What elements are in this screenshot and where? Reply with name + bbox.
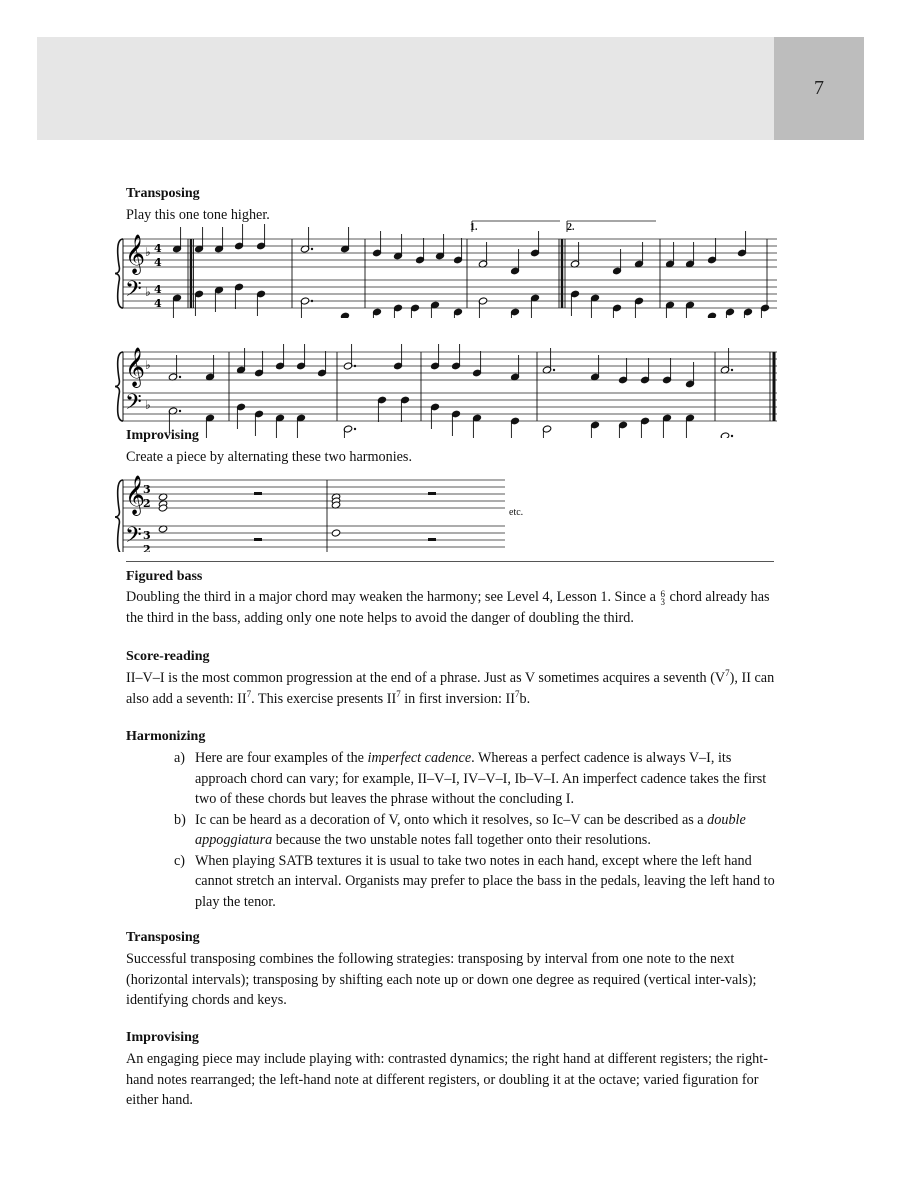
harmonizing-item-b: b) Ic can be heard as a decoration of V, onto which it resolves, so Ic–V can be described as a double appoggiatura because the two unstable notes fall together onto their resolutions. (174, 811, 746, 848)
svg-text:𝄞: 𝄞 (125, 347, 146, 387)
improvising-instruction: Create a piece by alternating these two harmonies. (126, 449, 413, 465)
svg-text:4: 4 (154, 242, 162, 255)
score-reading-heading: Score-reading (126, 649, 210, 664)
transposing-heading: Transposing (126, 186, 200, 201)
svg-text:4: 4 (154, 297, 162, 310)
harmonizing-item-a: a) Here are four examples of the imperfect cadence. Whereas a perfect cadence is always V–I, its approach chord can vary; for example, II–V–I, IV–V–I, Ib–V–I. An imperfect cadence takes the first two of these chords but leaves the phrase without the concluding I. (174, 750, 767, 807)
second-ending-label: 2. (567, 222, 575, 233)
svg-text:♭: ♭ (145, 358, 151, 372)
transposing-notes-heading: Transposing (126, 930, 200, 945)
harmonizing-item-c: c) When playing SATB textures it is usual to take two notes in each hand, except where the left hand cannot stretch an interval. Organists may prefer to place the bass in the pedals, leaving the left hand to play the tenor. (174, 852, 775, 910)
svg-text:2: 2 (143, 543, 151, 552)
first-ending-label: 1. (470, 222, 478, 233)
svg-text:♭: ♭ (145, 245, 151, 259)
improvising-notes-heading: Improvising (126, 1030, 199, 1045)
transposing-instruction: Play this one tone higher. (126, 207, 270, 223)
transposing-notes-text: Successful transposing combines the following strategies: transposing by interval from one note to the next (horizontal intervals); transposing by shifting each note up or down one degree as required (vertical inter-vals); identifying chords and keys. (126, 951, 757, 1008)
svg-text:4: 4 (154, 283, 162, 296)
svg-text:3: 3 (143, 483, 151, 496)
harmonizing-heading: Harmonizing (126, 729, 206, 744)
svg-text:4: 4 (154, 256, 162, 269)
svg-text:𝄞: 𝄞 (125, 234, 146, 274)
transposing-score-system-1 (115, 218, 785, 318)
figured-bass-heading: Figured bass (126, 569, 203, 584)
svg-text:𝄢: 𝄢 (125, 523, 142, 552)
svg-text:♭: ♭ (145, 285, 151, 299)
svg-text:3: 3 (143, 529, 151, 542)
svg-text:𝄢: 𝄢 (125, 277, 142, 307)
figured-bass-figure: 6 3 (660, 589, 665, 607)
harmonizing-list (174, 748, 784, 912)
page-number: 7 (774, 37, 864, 140)
page-header-band (37, 37, 864, 140)
svg-text:2: 2 (143, 497, 151, 510)
figured-bass-text: Doubling the third in a major chord may weaken the harmony; see Level 4, Lesson 1. Since a 6 3 chord already has the third in the bass, adding only one note helps to avoid the danger of doubling the third. (126, 589, 770, 626)
svg-text:♭: ♭ (145, 398, 151, 412)
transposing-score-system-2 (115, 338, 785, 438)
improvising-notes-text: An engaging piece may include playing with: contrasted dynamics; the right hand at different registers; the right-hand notes rearranged; the left-hand note at different registers, or doubling it at the octave; varied figuration for either hand. (126, 1051, 768, 1108)
improvising-score (115, 470, 515, 552)
section-divider (126, 561, 774, 562)
etc-label: etc. (509, 507, 524, 518)
svg-text:𝄢: 𝄢 (125, 390, 142, 420)
score-reading-text: II–V–I is the most common progression at the end of a phrase. Just as V sometimes acquires a seventh $(V^7)$, II can also add a seventh: $II^7$. This exercise presents $II^7$ in first inversion: $II^7b$. (126, 668, 775, 707)
improvising-heading: Improvising (126, 428, 199, 443)
svg-text:𝄞: 𝄞 (125, 475, 146, 515)
